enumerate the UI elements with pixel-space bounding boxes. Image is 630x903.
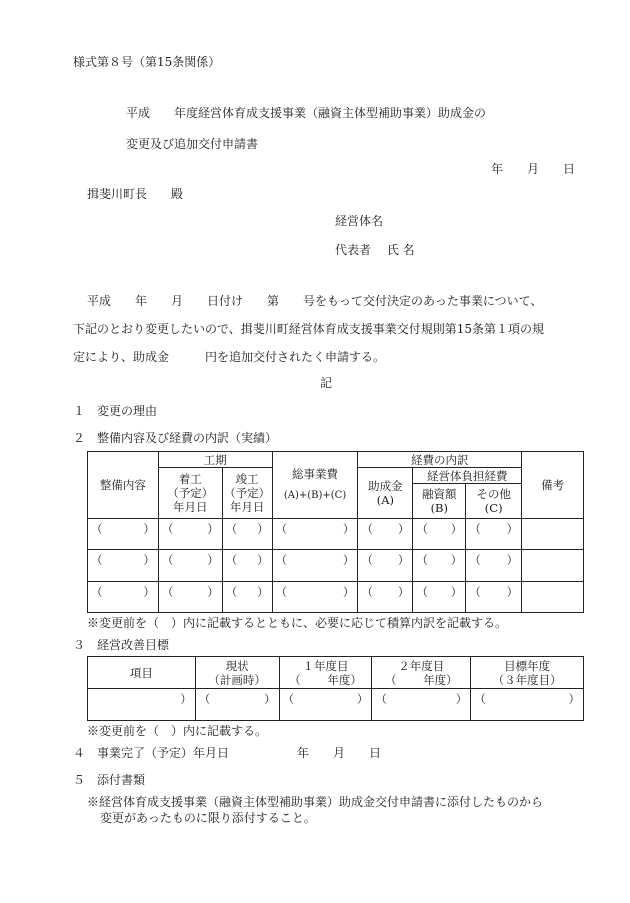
paren-open: （	[469, 521, 481, 536]
note-3-line-1: ※経営体育成支援事業（融資主体型補助事業）助成金交付申請書に添付したものから	[87, 795, 544, 809]
section-5-heading: ５ 添付書類	[73, 773, 146, 787]
amount-cell[interactable]	[222, 550, 272, 581]
paren-close: ）	[506, 553, 519, 568]
amount-cell[interactable]	[413, 581, 466, 612]
header-year2: ２年度目 （ 年度）	[372, 657, 471, 689]
note-2: ※変更前を（ ）内に記載する。	[87, 724, 268, 738]
ki-heading: 記	[320, 376, 333, 390]
paren-open: （	[469, 553, 481, 568]
table-row	[88, 518, 584, 549]
header-subsidy: 助成金 (A)	[358, 468, 413, 519]
header-burden: 経営体負担経費	[413, 468, 522, 484]
paren-open: （	[469, 584, 481, 599]
amount-cell[interactable]	[272, 581, 358, 612]
paren-open: （	[375, 692, 387, 706]
paren-close: ）	[397, 584, 410, 599]
paren-open: （	[91, 553, 103, 568]
paren-close: ）	[450, 553, 463, 568]
header-total: 総事業費 (A)+(B)+(C)	[272, 452, 358, 519]
body-line-2: 下記のとおり変更したいので、揖斐川町経営体育成支援事業交付規則第15条第１項の規	[73, 322, 545, 336]
paren-open: （	[161, 521, 174, 536]
paren-close: ）	[342, 521, 355, 536]
note-3-line-2: 変更があったものに限り添付すること。	[100, 811, 316, 825]
header-item: 項目	[88, 657, 196, 689]
header-current: 現状 （計画時）	[195, 657, 279, 689]
paren-open: （	[275, 584, 288, 599]
amount-cell[interactable]	[88, 518, 159, 549]
paren-open: （	[225, 521, 238, 536]
paren-close: ）	[568, 692, 580, 706]
paren-open: （	[161, 584, 174, 599]
value-cell[interactable]	[279, 689, 372, 721]
date-line: 年 月 日	[491, 162, 576, 176]
amount-cell[interactable]	[466, 581, 522, 612]
paren-open: （	[416, 584, 428, 599]
paren-open: （	[225, 553, 238, 568]
header-breakdown: 経費の内訳	[358, 452, 522, 468]
representative-label: 代表者 氏 名	[335, 243, 415, 257]
amount-cell[interactable]	[88, 550, 159, 581]
paren-open: （	[198, 692, 211, 706]
section-3-heading: ３ 経営改善目標	[73, 638, 170, 652]
paren-close: ）	[257, 521, 269, 536]
amount-cell[interactable]	[466, 550, 522, 581]
header-remarks: 備考	[522, 452, 584, 519]
section-4-label: ４ 事業完了（予定）年月日	[73, 746, 230, 760]
paren-close: ）	[207, 521, 219, 536]
header-end: 竣工 （予定） 年月日	[222, 468, 272, 519]
applicant-name-label: 経営体名	[335, 214, 384, 228]
title-line-2: 変更及び追加交付申請書	[126, 137, 259, 151]
section-4-date: 年 月 日	[297, 746, 382, 760]
paren-close: ）	[356, 692, 369, 706]
paren-open: （	[416, 521, 428, 536]
item-cell[interactable]	[88, 689, 196, 721]
amount-cell[interactable]	[222, 518, 272, 549]
paren-close: ）	[180, 692, 192, 706]
table-row	[88, 550, 584, 581]
amount-cell[interactable]	[358, 581, 413, 612]
paren-close: ）	[506, 584, 519, 599]
amount-cell[interactable]	[272, 518, 358, 549]
paren-close: ）	[257, 584, 269, 599]
remarks-cell[interactable]	[522, 581, 584, 612]
section-1-heading: １ 変更の理由	[73, 404, 158, 418]
amount-cell[interactable]	[413, 550, 466, 581]
paren-open: （	[282, 692, 295, 706]
paren-close: ）	[264, 692, 276, 706]
table-row	[88, 581, 584, 612]
body-line-3: 定により、助成金 円を追加交付されたく申請する。	[73, 350, 386, 364]
amount-cell[interactable]	[466, 518, 522, 549]
amount-cell[interactable]	[222, 581, 272, 612]
paren-open: （	[91, 521, 103, 536]
paren-close: ）	[207, 584, 219, 599]
paren-close: ）	[342, 584, 355, 599]
title-line-1: 平成 年度経営体育成支援事業（融資主体型補助事業）助成金の	[126, 106, 487, 120]
amount-cell[interactable]	[272, 550, 358, 581]
value-cell[interactable]	[372, 689, 471, 721]
paren-open: （	[275, 553, 288, 568]
section-2-heading: ２ 整備内容及び経費の内訳（実績）	[73, 431, 278, 445]
paren-open: （	[361, 521, 373, 536]
paren-close: ）	[143, 553, 155, 568]
amount-cell[interactable]	[358, 518, 413, 549]
remarks-cell[interactable]	[522, 550, 584, 581]
header-start: 着工 （予定） 年月日	[158, 468, 222, 519]
amount-cell[interactable]	[158, 518, 222, 549]
table-row	[88, 689, 584, 721]
paren-open: （	[225, 584, 238, 599]
header-content: 整備内容	[88, 452, 159, 519]
amount-cell[interactable]	[88, 581, 159, 612]
header-period: 工期	[158, 452, 272, 468]
amount-cell[interactable]	[413, 518, 466, 549]
addressee: 揖斐川町長 殿	[87, 187, 184, 201]
paren-open: （	[361, 553, 373, 568]
header-other: その他 (C)	[466, 484, 522, 518]
paren-close: ）	[455, 692, 468, 706]
paren-close: ）	[207, 553, 219, 568]
improvement-table	[87, 656, 584, 721]
paren-close: ）	[257, 553, 269, 568]
value-cell[interactable]	[195, 689, 279, 721]
note-1: ※変更前を（ ）内に記載するとともに、必要に応じて積算内訳を記載する。	[87, 616, 508, 630]
form-number: 様式第８号（第15条関係）	[73, 55, 221, 69]
header-year1: １年度目 （ 年度）	[279, 657, 372, 689]
header-target: 目標年度 （３年度目）	[471, 657, 584, 689]
amount-cell[interactable]	[158, 581, 222, 612]
header-loan: 融資額 (B)	[413, 484, 466, 518]
paren-close: ）	[143, 584, 155, 599]
paren-close: ）	[506, 521, 519, 536]
paren-open: （	[416, 553, 428, 568]
body-line-1: 平成 年 月 日付け 第 号をもって交付決定のあった事業について、	[87, 294, 543, 308]
paren-close: ）	[450, 521, 463, 536]
value-cell[interactable]	[471, 689, 584, 721]
paren-close: ）	[397, 521, 410, 536]
remarks-cell[interactable]	[522, 518, 584, 549]
paren-close: ）	[450, 584, 463, 599]
amount-cell[interactable]	[158, 550, 222, 581]
paren-open: （	[474, 692, 486, 706]
paren-open: （	[275, 521, 288, 536]
paren-open: （	[91, 584, 103, 599]
amount-cell[interactable]	[358, 550, 413, 581]
paren-close: ）	[143, 521, 155, 536]
expense-table	[87, 451, 584, 613]
paren-close: ）	[397, 553, 410, 568]
paren-open: （	[361, 584, 373, 599]
paren-open: （	[161, 553, 174, 568]
paren-close: ）	[342, 553, 355, 568]
